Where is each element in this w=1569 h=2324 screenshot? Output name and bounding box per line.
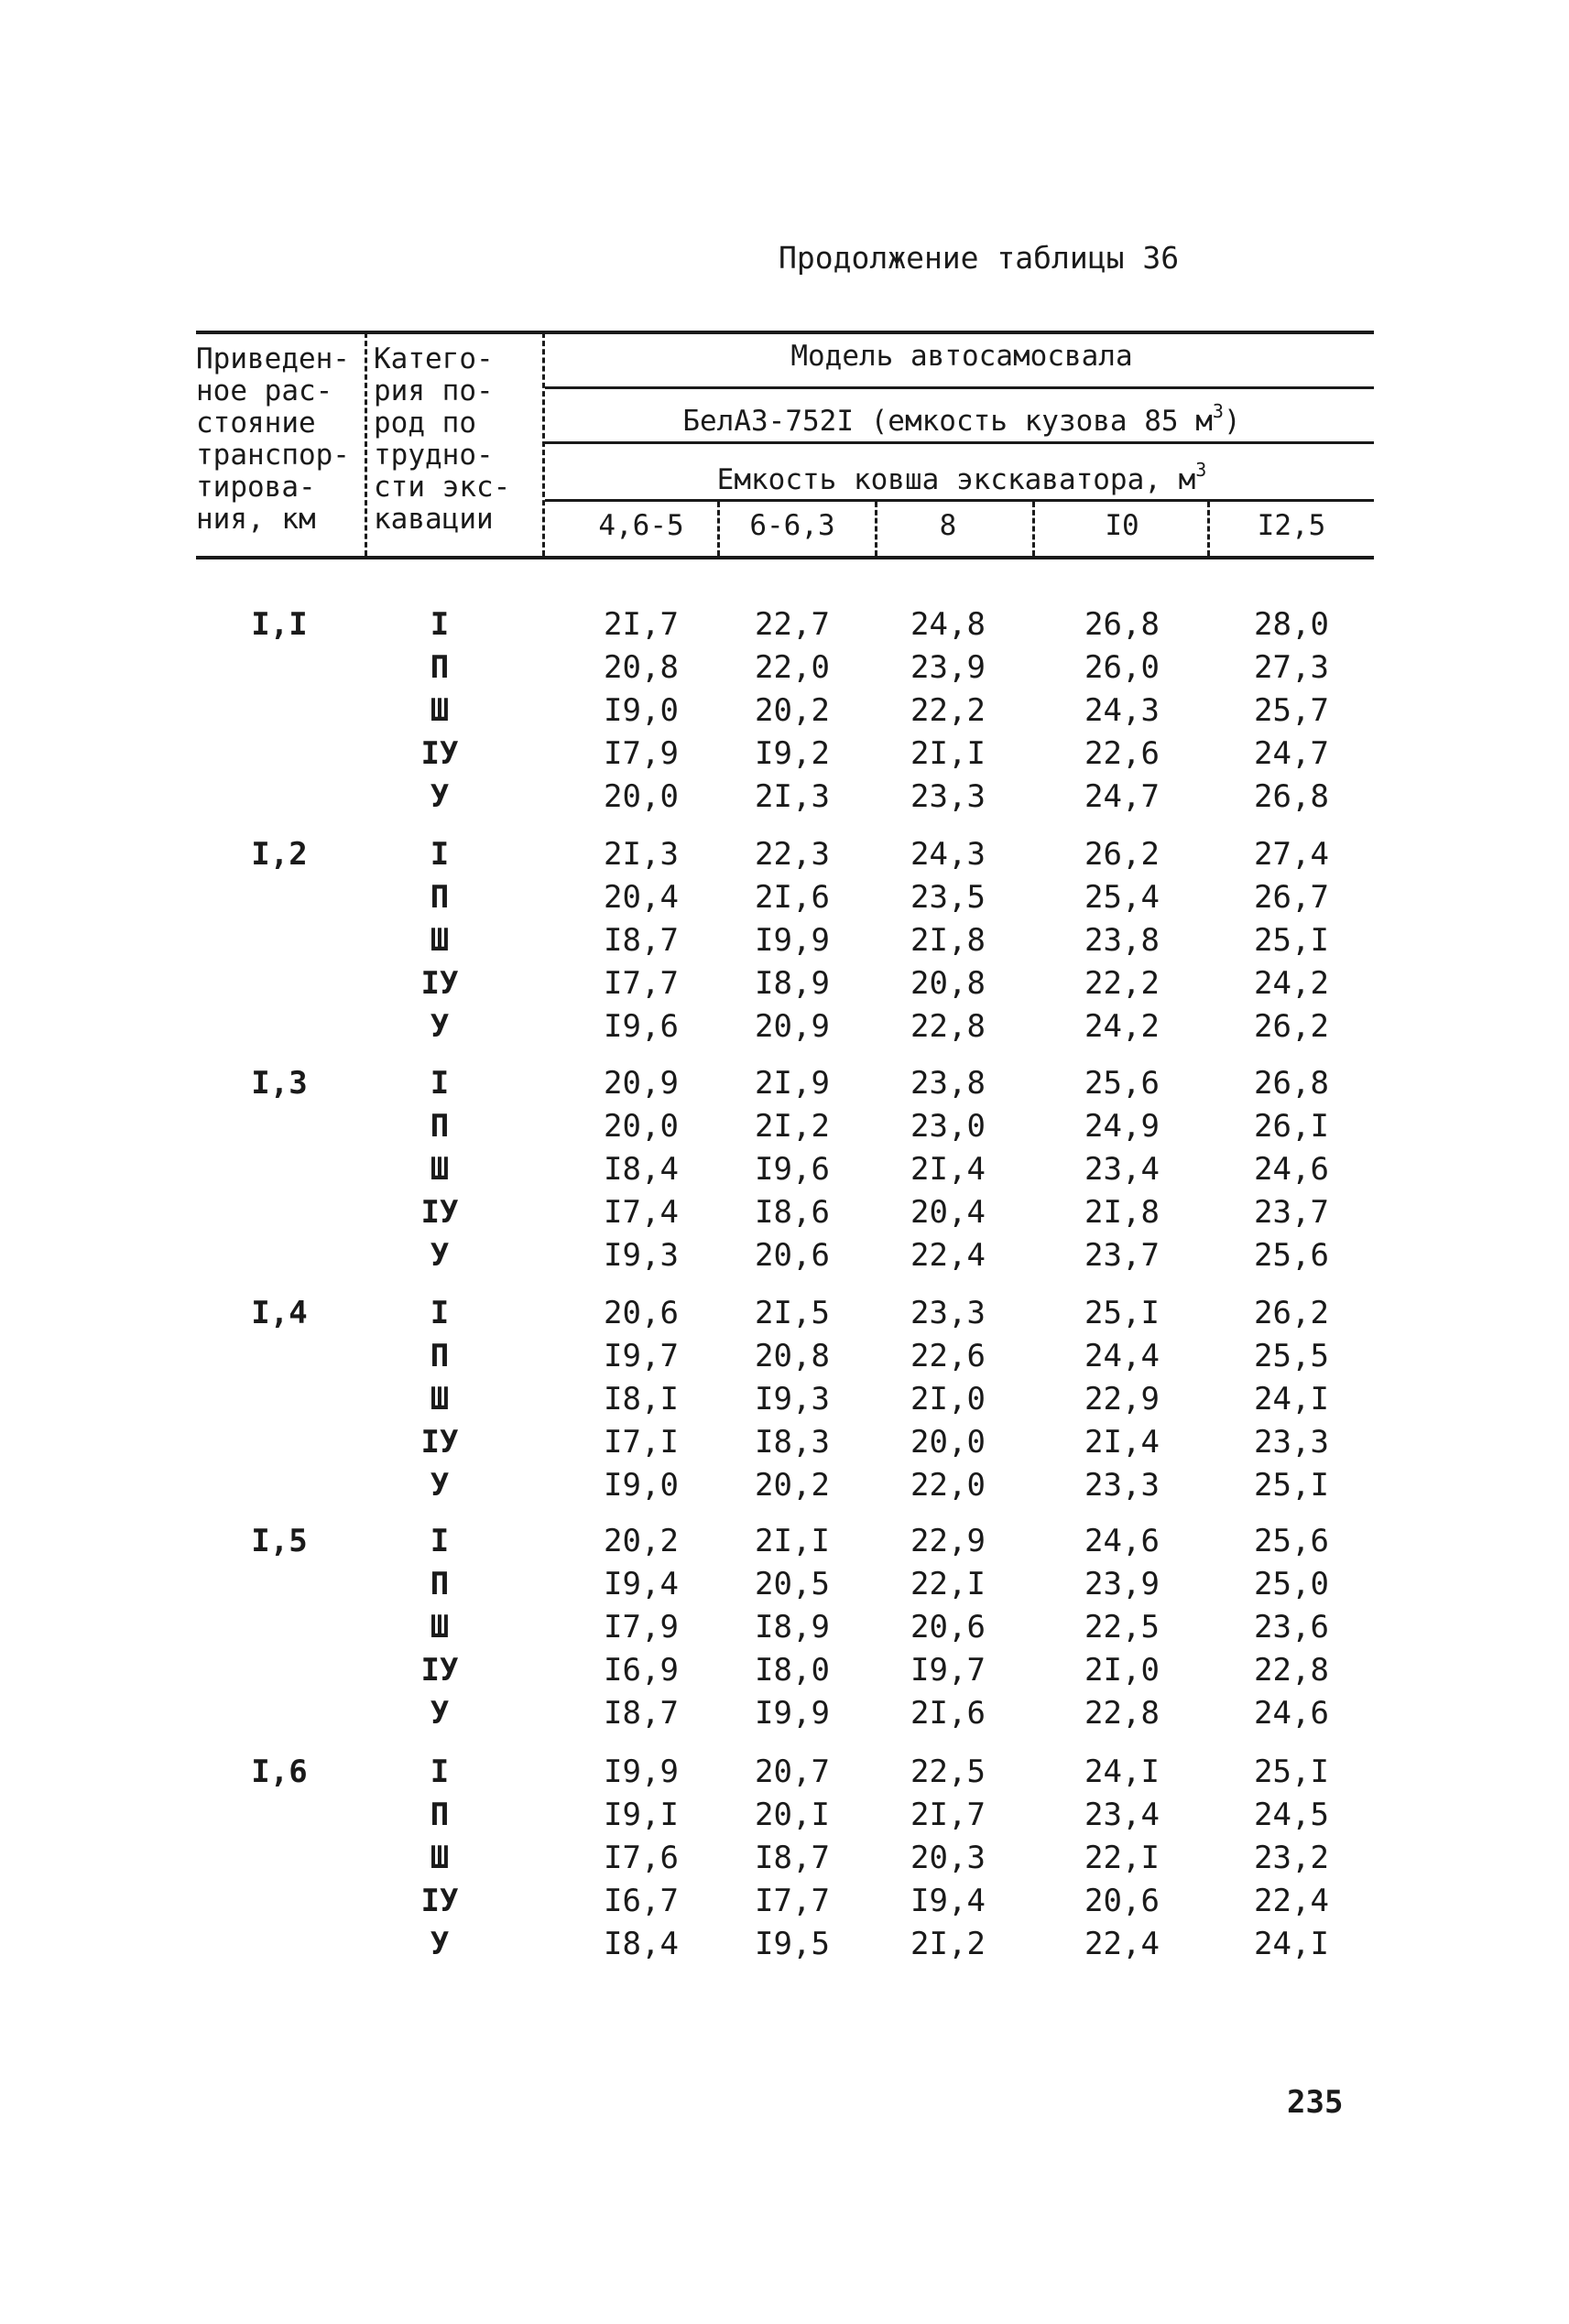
table-cell: I8,6 xyxy=(755,1194,830,1231)
table-cell: 22,6 xyxy=(910,1338,986,1374)
table-cell: 22,4 xyxy=(910,1237,986,1274)
table-cell: I8,9 xyxy=(755,1609,830,1645)
category-label: П xyxy=(430,879,450,916)
table-cell: 22,8 xyxy=(910,1008,986,1045)
category-label: IУ xyxy=(420,1883,459,1919)
table-cell: 20,4 xyxy=(910,1194,986,1231)
table-cell: 26,2 xyxy=(1254,1295,1329,1331)
table-cell: I7,I xyxy=(604,1424,679,1461)
table-cell: I9,4 xyxy=(910,1883,986,1919)
header-line: ное рас- xyxy=(196,375,333,407)
table-cell: 23,4 xyxy=(1084,1797,1160,1833)
category-label: Ш xyxy=(430,692,450,729)
table-cell: I9,2 xyxy=(755,735,830,772)
table-cell: I8,4 xyxy=(604,1926,679,1962)
table-cell: I7,4 xyxy=(604,1194,679,1231)
table-cell: I9,4 xyxy=(604,1566,679,1602)
table-cell: 25,6 xyxy=(1254,1237,1329,1274)
distance-label: I,I xyxy=(251,606,308,643)
table-cell: 22,9 xyxy=(910,1523,986,1559)
table-cell: I9,I xyxy=(604,1797,679,1833)
table-cell: 23,8 xyxy=(1084,922,1160,959)
truck-rule xyxy=(545,441,1374,444)
table-cell: 25,I xyxy=(1254,922,1329,959)
table-cell: 2I,6 xyxy=(910,1695,986,1732)
table-cell: 20,2 xyxy=(755,1467,830,1504)
table-cell: 2I,9 xyxy=(755,1065,830,1102)
table-cell: 2I,I xyxy=(910,735,986,772)
category-label: П xyxy=(430,1108,450,1145)
table-cell: I9,3 xyxy=(755,1381,830,1417)
table-cell: I9,9 xyxy=(755,922,830,959)
header-line: род по xyxy=(374,407,476,440)
table-cell: I7,7 xyxy=(755,1883,830,1919)
table-cell: 24,6 xyxy=(1254,1151,1329,1188)
table-cell: 20,9 xyxy=(755,1008,830,1045)
table-cell: 2I,2 xyxy=(910,1926,986,1962)
table-cell: 23,6 xyxy=(1254,1609,1329,1645)
header-divider xyxy=(365,332,367,556)
table-cell: 24,I xyxy=(1254,1926,1329,1962)
table-cell: 2I,4 xyxy=(1084,1424,1160,1461)
table-cell: 23,7 xyxy=(1254,1194,1329,1231)
table-cell: 24,2 xyxy=(1254,965,1329,1002)
table-cell: 23,9 xyxy=(1084,1566,1160,1602)
table-cell: 25,I xyxy=(1084,1295,1160,1331)
category-label: I xyxy=(430,606,450,643)
table-cell: I9,9 xyxy=(604,1754,679,1790)
table-cell: 20,7 xyxy=(755,1754,830,1790)
table-cell: 20,6 xyxy=(910,1609,986,1645)
table-cell: 22,4 xyxy=(1084,1926,1160,1962)
category-label: I xyxy=(430,1065,450,1102)
table-cell: 23,3 xyxy=(910,1295,986,1331)
table-cell: 26,7 xyxy=(1254,879,1329,916)
table-cell: 2I,7 xyxy=(604,606,679,643)
table-cell: 20,3 xyxy=(910,1840,986,1876)
category-label: IУ xyxy=(420,1652,459,1689)
table-cell: 24,6 xyxy=(1254,1695,1329,1732)
bucket-rule xyxy=(545,499,1374,502)
table-cell: 22,I xyxy=(1084,1840,1160,1876)
table-cell: 23,7 xyxy=(1084,1237,1160,1274)
table-cell: 25,I xyxy=(1254,1754,1329,1790)
category-label: П xyxy=(430,1338,450,1374)
table-cell: 22,5 xyxy=(910,1754,986,1790)
distance-label: I,3 xyxy=(251,1065,308,1102)
table-cell: 24,8 xyxy=(910,606,986,643)
bucket-size-3: I0 xyxy=(1105,509,1139,542)
table-cell: 22,0 xyxy=(755,649,830,686)
table-cell: 20,8 xyxy=(755,1338,830,1374)
table-cell: 20,5 xyxy=(755,1566,830,1602)
category-label: У xyxy=(430,778,450,815)
table-cell: 20,I xyxy=(755,1797,830,1833)
table-cell: 26,2 xyxy=(1254,1008,1329,1045)
category-label: Ш xyxy=(430,1840,450,1876)
table-cell: 22,4 xyxy=(1254,1883,1329,1919)
table-cell: 20,6 xyxy=(1084,1883,1160,1919)
table-cell: I9,9 xyxy=(755,1695,830,1732)
category-label: П xyxy=(430,1797,450,1833)
table-cell: 2I,7 xyxy=(910,1797,986,1833)
table-cell: 25,4 xyxy=(1084,879,1160,916)
table-cell: 2I,I xyxy=(755,1523,830,1559)
table-cell: 24,I xyxy=(1084,1754,1160,1790)
bucket-size-2: 8 xyxy=(939,509,957,542)
header-line: Приведен- xyxy=(196,342,350,375)
table-cell: 26,8 xyxy=(1084,606,1160,643)
table-cell: I9,6 xyxy=(604,1008,679,1045)
header-line: Катего- xyxy=(374,342,494,375)
table-cell: I9,0 xyxy=(604,692,679,729)
table-cell: 24,6 xyxy=(1084,1523,1160,1559)
category-label: У xyxy=(430,1926,450,1962)
table-cell: 20,6 xyxy=(604,1295,679,1331)
truck-text: БелАЗ-752I (емкость кузова 85 м xyxy=(682,405,1213,438)
table-cell: 23,8 xyxy=(910,1065,986,1102)
table-cell: 22,3 xyxy=(755,836,830,873)
table-cell: 2I,3 xyxy=(604,836,679,873)
table-cell: I9,7 xyxy=(910,1652,986,1689)
category-label: IУ xyxy=(420,1194,459,1231)
table-cell: 2I,5 xyxy=(755,1295,830,1331)
header-line: сти экс- xyxy=(374,471,511,504)
category-label: Ш xyxy=(430,922,450,959)
table-cell: 26,8 xyxy=(1254,778,1329,815)
table-cell: 20,4 xyxy=(604,879,679,916)
header-divider xyxy=(542,332,545,556)
table-cell: I7,9 xyxy=(604,1609,679,1645)
table-cell: I9,7 xyxy=(604,1338,679,1374)
table-cell: 25,6 xyxy=(1084,1065,1160,1102)
table-cell: 25,5 xyxy=(1254,1338,1329,1374)
header-bottom-rule xyxy=(196,556,1374,559)
table-cell: 22,0 xyxy=(910,1467,986,1504)
table-cell: 22,8 xyxy=(1084,1695,1160,1732)
category-label: I xyxy=(430,1523,450,1559)
table-cell: 27,3 xyxy=(1254,649,1329,686)
table-cell: 24,5 xyxy=(1254,1797,1329,1833)
table-cell: 22,I xyxy=(910,1566,986,1602)
table-cell: I8,9 xyxy=(755,965,830,1002)
category-label: Ш xyxy=(430,1381,450,1417)
table-cell: 24,I xyxy=(1254,1381,1329,1417)
table-cell: 25,I xyxy=(1254,1467,1329,1504)
header-line: транспор- xyxy=(196,439,350,472)
table-cell: I8,7 xyxy=(604,922,679,959)
table-cell: 25,0 xyxy=(1254,1566,1329,1602)
table-cell: 26,0 xyxy=(1084,649,1160,686)
model-rule xyxy=(545,386,1374,389)
table-cell: 24,3 xyxy=(1084,692,1160,729)
table-cell: 23,4 xyxy=(1084,1151,1160,1188)
table-cell: 22,2 xyxy=(910,692,986,729)
table-cell: I8,0 xyxy=(755,1652,830,1689)
table-cell: I9,0 xyxy=(604,1467,679,1504)
table-cell: 2I,4 xyxy=(910,1151,986,1188)
table-cell: 22,2 xyxy=(1084,965,1160,1002)
table-cell: I9,3 xyxy=(604,1237,679,1274)
table-cell: 23,3 xyxy=(1084,1467,1160,1504)
distance-label: I,2 xyxy=(251,836,308,873)
header-line: тирова- xyxy=(196,471,316,504)
bucket-size-1: 6-6,3 xyxy=(749,509,835,542)
header-divider xyxy=(1207,502,1210,556)
table-cell: I8,4 xyxy=(604,1151,679,1188)
table-cell: I8,7 xyxy=(755,1840,830,1876)
table-cell: 22,6 xyxy=(1084,735,1160,772)
category-label: У xyxy=(430,1237,450,1274)
distance-label: I,4 xyxy=(251,1295,308,1331)
bucket-sup: 3 xyxy=(1195,459,1207,481)
table-cell: I8,7 xyxy=(604,1695,679,1732)
category-label: I xyxy=(430,1295,450,1331)
table-cell: 26,8 xyxy=(1254,1065,1329,1102)
bucket-text: Емкость ковша экскаватора, м xyxy=(716,463,1196,496)
table-cell: 27,4 xyxy=(1254,836,1329,873)
table-cell: 25,6 xyxy=(1254,1523,1329,1559)
header-line: стояние xyxy=(196,407,316,440)
table-cell: I7,6 xyxy=(604,1840,679,1876)
table-cell: 22,8 xyxy=(1254,1652,1329,1689)
table-cell: 20,2 xyxy=(755,692,830,729)
table-cell: 23,9 xyxy=(910,649,986,686)
table-cell: 20,8 xyxy=(604,649,679,686)
table-cell: I6,7 xyxy=(604,1883,679,1919)
page-number: 235 xyxy=(1287,2084,1344,2121)
table-cell: 24,2 xyxy=(1084,1008,1160,1045)
header-line: ния, км xyxy=(196,503,316,536)
header-divider xyxy=(1032,502,1035,556)
table-cell: 22,7 xyxy=(755,606,830,643)
category-label: IУ xyxy=(420,1424,459,1461)
table-cell: I7,9 xyxy=(604,735,679,772)
table-cell: 20,6 xyxy=(755,1237,830,1274)
table-cell: 26,I xyxy=(1254,1108,1329,1145)
table-cell: 20,0 xyxy=(910,1424,986,1461)
table-cell: 23,5 xyxy=(910,879,986,916)
category-label: П xyxy=(430,649,450,686)
table-cell: I7,7 xyxy=(604,965,679,1002)
table-cell: 2I,0 xyxy=(1084,1652,1160,1689)
table-cell: 28,0 xyxy=(1254,606,1329,643)
category-label: Ш xyxy=(430,1609,450,1645)
table-cell: 24,7 xyxy=(1084,778,1160,815)
table-cell: 2I,8 xyxy=(1084,1194,1160,1231)
table-cell: 2I,3 xyxy=(755,778,830,815)
table-cell: 23,3 xyxy=(910,778,986,815)
table-cell: 22,5 xyxy=(1084,1609,1160,1645)
table-cell: I6,9 xyxy=(604,1652,679,1689)
table-cell: I9,5 xyxy=(755,1926,830,1962)
table-cell: 20,2 xyxy=(604,1523,679,1559)
category-label: У xyxy=(430,1008,450,1045)
category-label: Ш xyxy=(430,1151,450,1188)
table-caption: Продолжение таблицы 36 xyxy=(779,240,1180,276)
truck-sup: 3 xyxy=(1212,400,1224,422)
category-label: У xyxy=(430,1695,450,1732)
table-cell: 24,3 xyxy=(910,836,986,873)
header-line: рия по- xyxy=(374,375,494,407)
table-cell: 2I,0 xyxy=(910,1381,986,1417)
header-line: трудно- xyxy=(374,439,494,472)
bucket-size-0: 4,6-5 xyxy=(598,509,684,542)
table-cell: 24,7 xyxy=(1254,735,1329,772)
truck-label xyxy=(550,396,1374,436)
table-cell: 24,4 xyxy=(1084,1338,1160,1374)
category-label: I xyxy=(430,1754,450,1790)
table-cell: 20,0 xyxy=(604,1108,679,1145)
category-label: IУ xyxy=(420,965,459,1002)
table-cell: 23,0 xyxy=(910,1108,986,1145)
table-cell: 2I,6 xyxy=(755,879,830,916)
table-cell: 23,3 xyxy=(1254,1424,1329,1461)
header-line: кавации xyxy=(374,503,494,536)
table-cell: I8,3 xyxy=(755,1424,830,1461)
truck-end: ) xyxy=(1223,405,1241,438)
table-cell: 25,7 xyxy=(1254,692,1329,729)
table-cell: I8,I xyxy=(604,1381,679,1417)
table-cell: 22,9 xyxy=(1084,1381,1160,1417)
table-cell: I9,6 xyxy=(755,1151,830,1188)
category-label: П xyxy=(430,1566,450,1602)
table-cell: 23,2 xyxy=(1254,1840,1329,1876)
category-label: I xyxy=(430,836,450,873)
model-title: Модель автосамосвала xyxy=(790,340,1133,373)
table-cell: 20,8 xyxy=(910,965,986,1002)
bucket-size-4: I2,5 xyxy=(1257,509,1326,542)
table-cell: 2I,2 xyxy=(755,1108,830,1145)
table-cell: 26,2 xyxy=(1084,836,1160,873)
distance-label: I,5 xyxy=(251,1523,308,1559)
distance-label: I,6 xyxy=(251,1754,308,1790)
top-rule xyxy=(196,331,1374,334)
bucket-label xyxy=(550,455,1374,494)
category-label: У xyxy=(430,1467,450,1504)
table-cell: 20,0 xyxy=(604,778,679,815)
table-cell: 2I,8 xyxy=(910,922,986,959)
table-cell: 20,9 xyxy=(604,1065,679,1102)
table-cell: 24,9 xyxy=(1084,1108,1160,1145)
category-label: IУ xyxy=(420,735,459,772)
